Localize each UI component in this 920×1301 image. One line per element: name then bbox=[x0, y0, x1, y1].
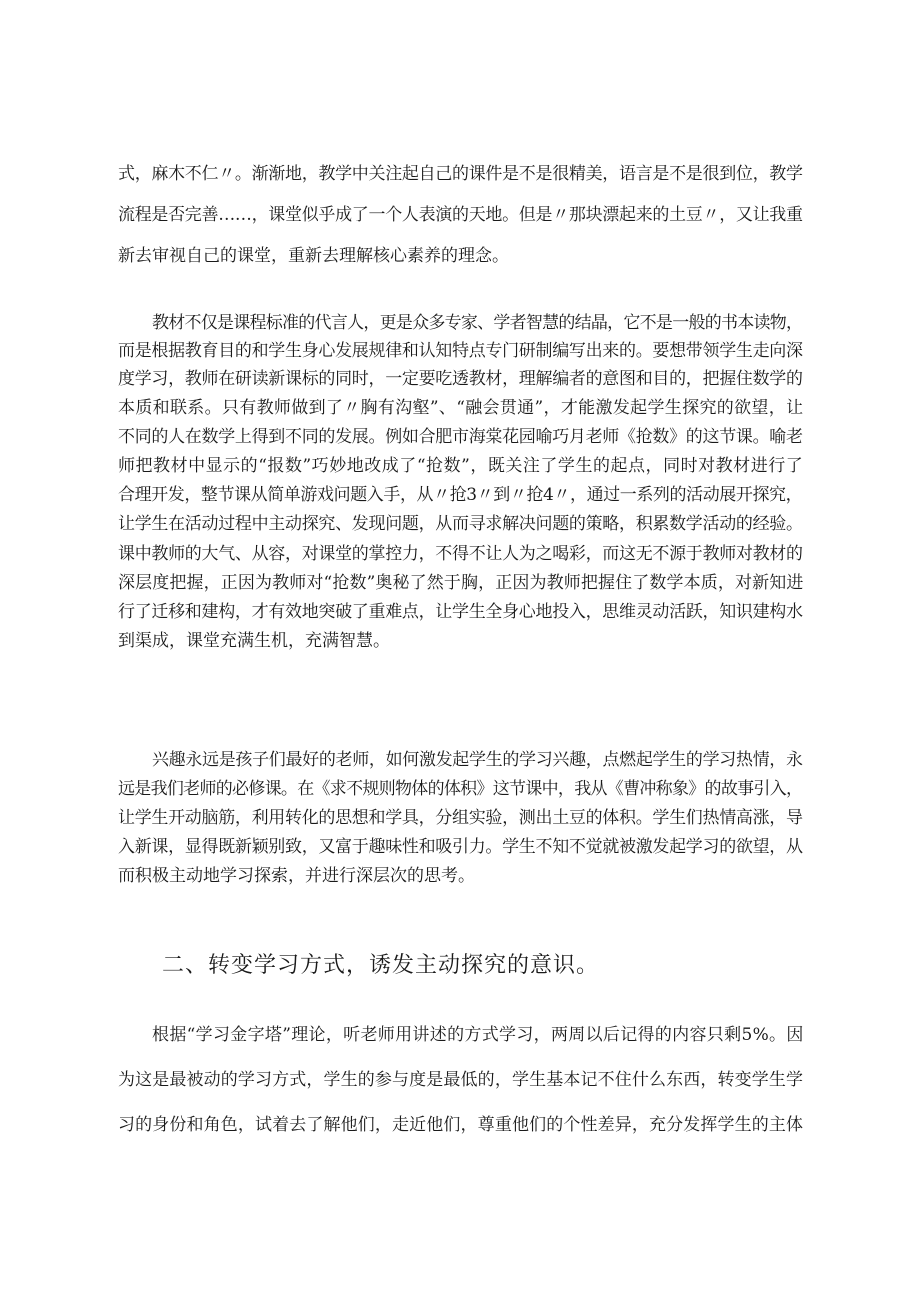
paragraph-4-line-3: 习的身份和角色，试着去了解他们，走近他们，尊重他们的个性差异，充分发挥学生的主体 bbox=[118, 1115, 804, 1135]
paragraph-3-line-5: 而积极主动地学习探索，并进行深层次的思考。 bbox=[118, 866, 475, 886]
paragraph-2-line-11: 行了迁移和建构，才有效地突破了重难点，让学生全身心地投入，思维灵动活跃，知识建构水 bbox=[118, 602, 803, 622]
paragraph-3-line-2: 远是我们老师的必修课。在《求不规则物体的体积》这节课中，我从《曹冲称象》的故事引入， bbox=[118, 779, 803, 799]
paragraph-4-line-1: 根据“学习金字塔”理论，听老师用讲述的方式学习，两周以后记得的内容只剩5%。因 bbox=[152, 1025, 804, 1045]
paragraph-2-line-12: 到渠成，课堂充满生机，充满智慧。 bbox=[118, 631, 390, 651]
paragraph-2-line-3: 度学习，教师在研读新课标的同时，一定要吃透教材，理解编者的意图和目的，把握住数学的 bbox=[118, 369, 803, 389]
paragraph-3-line-3: 让学生开动脑筋，利用转化的思想和学具，分组实验，测出土豆的体积。学生们热情高涨，导 bbox=[118, 808, 803, 828]
paragraph-2-line-2: 而是根据教育目的和学生身心发展规律和认知特点专门研制编写出来的。要想带领学生走向深 bbox=[118, 341, 803, 361]
paragraph-1-line-2: 流程是否完善……，课堂似乎成了一个人表演的天地。但是〃那块漂起来的土豆〃，又让我重 bbox=[118, 205, 803, 225]
paragraph-2-line-10: 深层度把握，正因为教师对“抢数”奥秘了然于胸，正因为教师把握住了数学本质，对新知进 bbox=[118, 573, 804, 593]
paragraph-2-line-4: 本质和联系。只有教师做到了〃胸有沟壑”、“融会贯通”，才能激发起学生探究的欲望，让 bbox=[118, 398, 804, 418]
section-heading: 二、转变学习方式，诱发主动探究的意识。 bbox=[162, 953, 600, 978]
paragraph-2-line-5: 不同的人在数学上得到不同的发展。例如合肥市海棠花园喻巧月老师《抢数》的这节课。喻老 bbox=[118, 427, 803, 447]
paragraph-4-line-2: 为这是最被动的学习方式，学生的参与度是最低的，学生基本记不住什么东西，转变学生学 bbox=[118, 1070, 804, 1090]
paragraph-3-line-1: 兴趣永远是孩子们最好的老师，如何激发起学生的学习兴趣，点燃起学生的学习热情，永 bbox=[152, 750, 803, 770]
paragraph-2-line-7: 合理开发，整节课从简单游戏问题入手，从〃抢3〃到〃抢4〃，通过一系列的活动展开探究， bbox=[118, 485, 803, 505]
paragraph-2-line-9: 课中教师的大气、从容，对课堂的掌控力，不得不让人为之喝彩，而这无不源于教师对教材的 bbox=[118, 544, 803, 564]
paragraph-2-line-1: 教材不仅是课程标准的代言人，更是众多专家、学者智慧的结晶，它不是一般的书本读物， bbox=[152, 313, 803, 333]
paragraph-2-line-8: 让学生在活动过程中主动探究、发现问题，从而寻求解决问题的策略，积累数学活动的经验。 bbox=[118, 514, 803, 534]
paragraph-3-line-4: 入新课，显得既新颖别致，又富于趣味性和吸引力。学生不知不觉就被激发起学习的欲望，从 bbox=[118, 837, 803, 857]
paragraph-2-line-6: 师把教材中显示的“报数”巧妙地改成了“抢数”，既关注了学生的起点，同时对教材进行了 bbox=[118, 456, 804, 476]
paragraph-1-line-1: 式，麻木不仁〃。渐渐地，教学中关注起自己的课件是不是很精美，语言是不是很到位，教学 bbox=[118, 164, 803, 184]
paragraph-1-line-3: 新去审视自己的课堂，重新去理解核心素养的理念。 bbox=[118, 246, 509, 266]
